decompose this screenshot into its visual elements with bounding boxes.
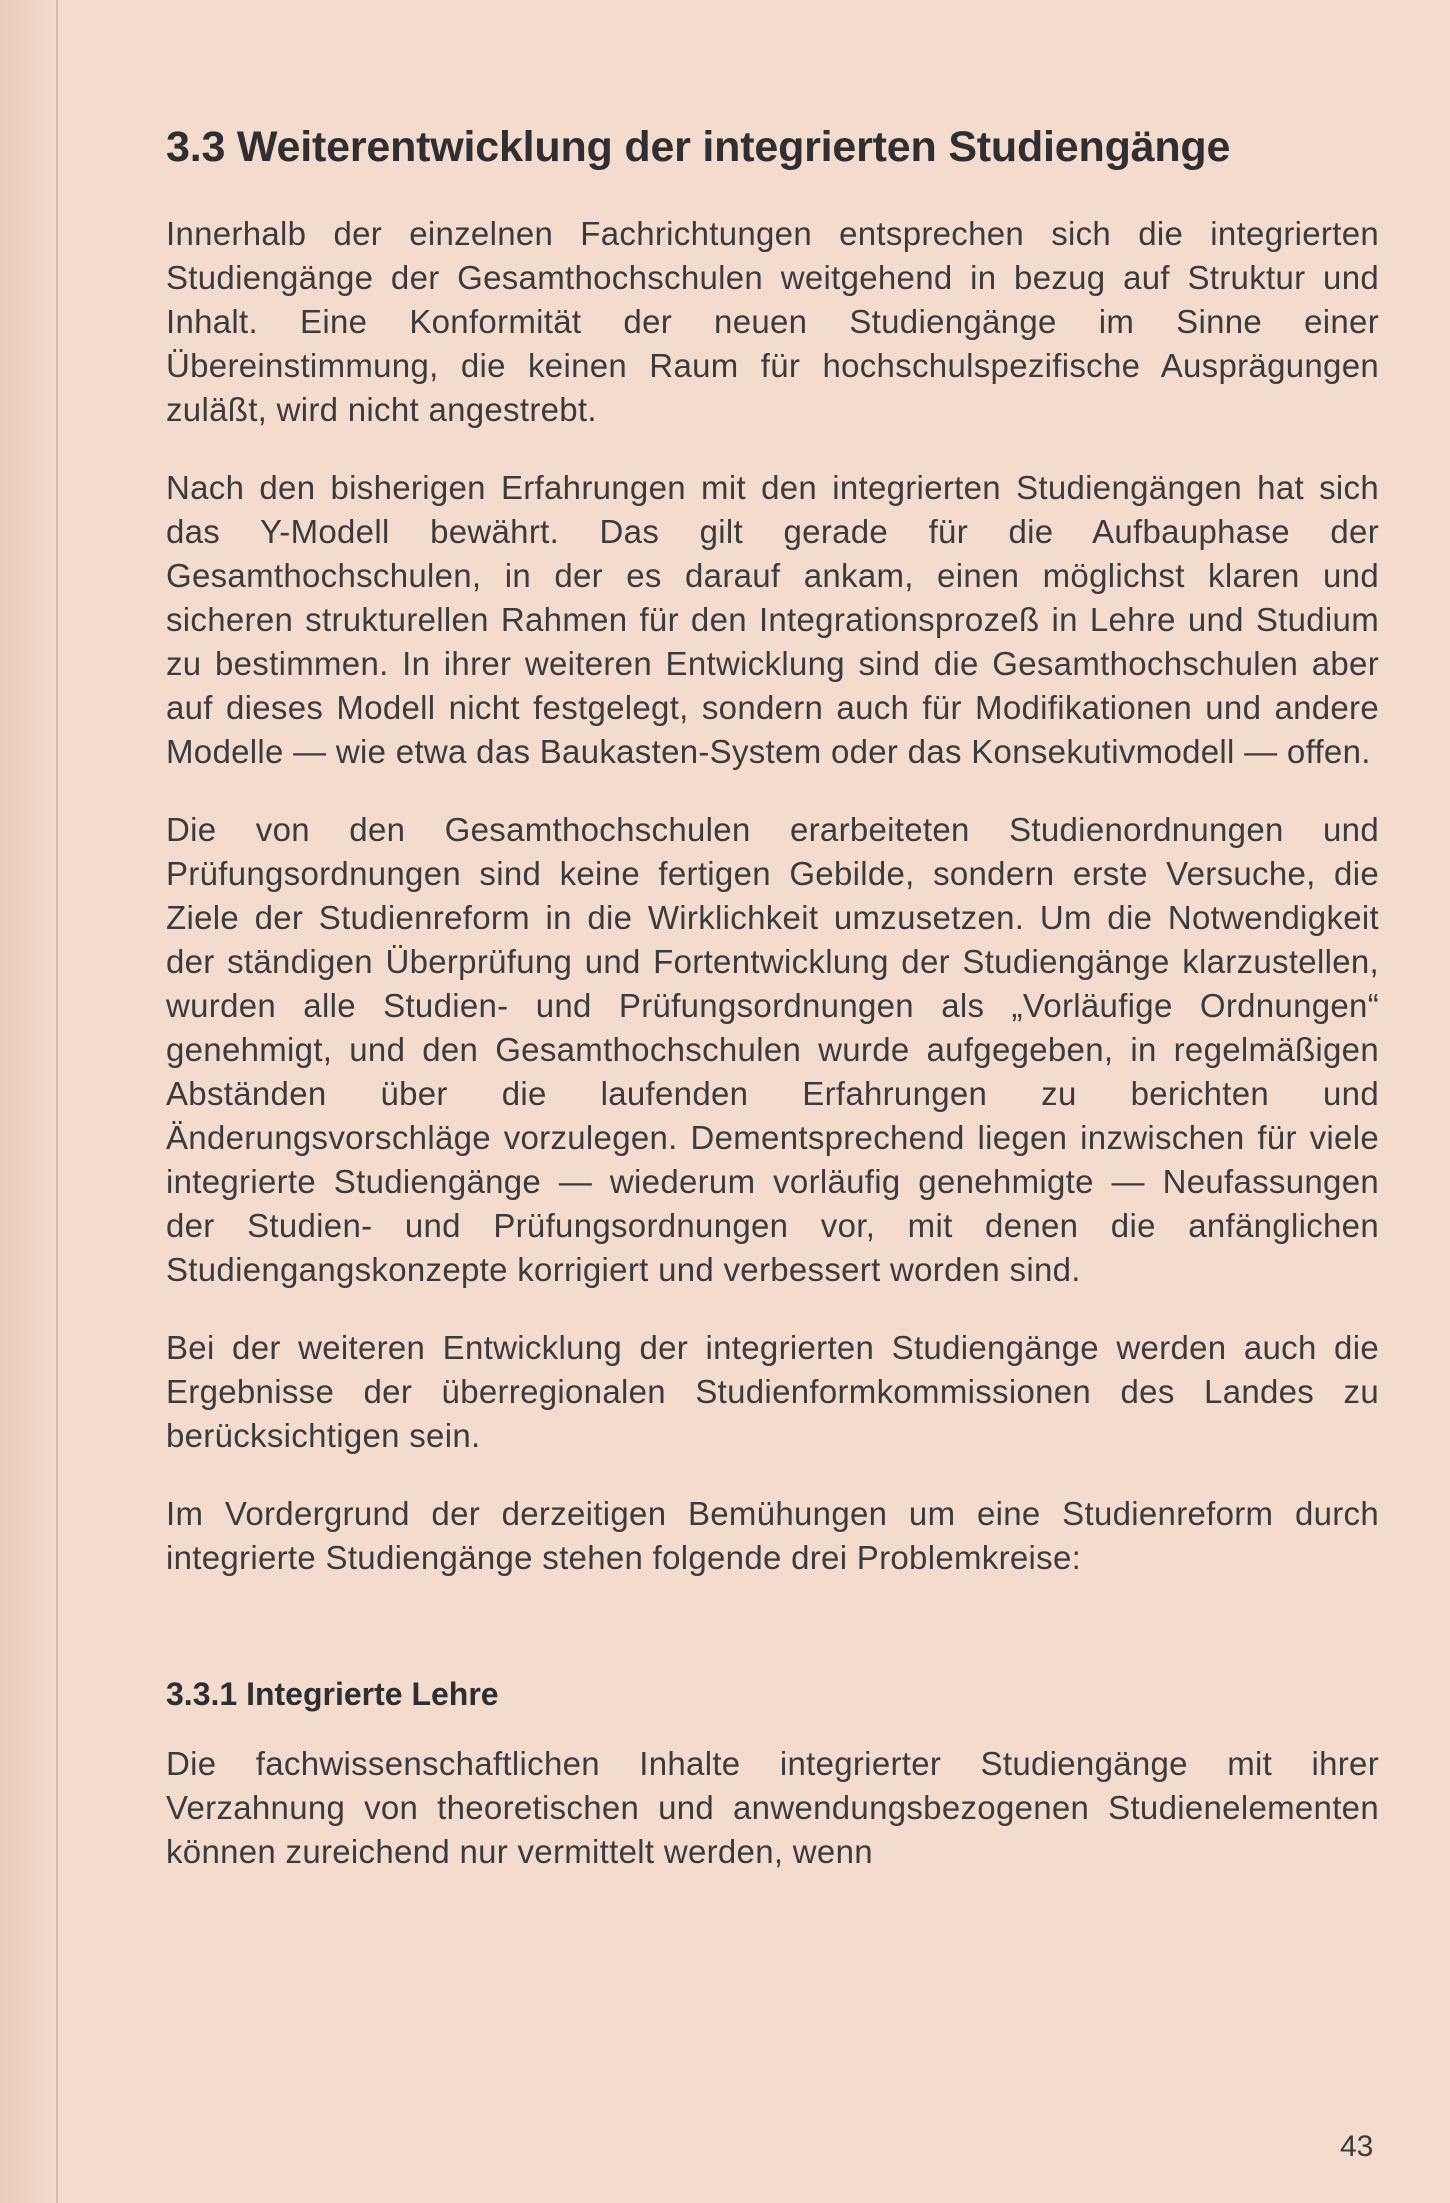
paragraph-konformitaet: Innerhalb der einzelnen Fachrichtungen entsprechen sich die integrierten Studiengänge der Gesamthochschulen weitgehend in bezug auf Struktur und Inhalt. Eine Konformität der neuen Studiengänge im Sinne einer Übereinstimmung, die keinen Raum für hochschulspezifische Ausprägungen zuläßt, wird nicht angestrebt. bbox=[166, 215, 1379, 428]
page-gutter-shade bbox=[0, 0, 56, 2203]
paragraph-integrierte-lehre: Die fachwissenschaftlichen Inhalte integrierter Studiengänge mit ihrer Verzahnung von theoretischen und anwendungsbezogenen Studienelementen können zureichend nur vermittelt werden, wenn bbox=[166, 1745, 1379, 1870]
section-title: 3.3 Weiterentwicklung der integrierten Studiengänge bbox=[166, 123, 1231, 171]
paragraph-y-modell: Nach den bisherigen Erfahrungen mit den integrierten Studiengängen hat sich das Y-Modell bewährt. Das gilt gerade für die Aufbauphase der Gesamthochschulen, in der es darauf ankam, einen möglichst klaren und sicheren strukturellen Rahmen für den Integrationsprozeß in Lehre und Studium zu bestimmen. In ihrer weiteren Entwicklung sind die Gesamthochschulen aber auf dieses Modell nicht festgelegt, sondern auch für Modifikationen und andere Modelle — wie etwa das Baukasten-System oder das Konsekutivmodell — offen. bbox=[166, 469, 1379, 770]
page-number: 43 bbox=[1340, 2130, 1374, 2163]
paragraph-ordnungen: Die von den Gesamthochschulen erarbeiteten Studienordnungen und Prüfungsordnungen sind keine fertigen Gebilde, sondern erste Versuche, die Ziele der Studienreform in die Wirklichkeit umzusetzen. Um die Notwendigkeit der ständigen Überprüfung und Fortentwicklung der Studiengänge klarzustellen, wurden alle Studien- und Prüfungsordnungen als „Vorläufige Ordnungen“ genehmigt, und den Gesamthochschulen wurde aufgegeben, in regelmäßigen Abständen über die laufenden Erfahrungen zu berichten und Änderungsvorschläge vorzulegen. Dementsprechend liegen inzwischen für viele integrierte Studiengänge — wiederum vorläufig genehmigte — Neufassungen der Studien- und Prüfungsordnungen vor, mit denen die anfänglichen Studiengangskonzepte korrigiert und verbessert worden sind. bbox=[166, 811, 1379, 1288]
paragraph-problemkreise: Im Vordergrund der derzeitigen Bemühungen um eine Studienreform durch integrierte Studiengänge stehen folgende drei Problemkreise: bbox=[166, 1495, 1379, 1576]
document-page bbox=[166, 118, 1379, 1908]
page-gutter-line bbox=[56, 0, 58, 2203]
paragraph-studienformkommissionen: Bei der weiteren Entwicklung der integrierten Studiengänge werden auch die Ergebnisse der überregionalen Studienformkommissionen des Landes zu berücksichtigen sein. bbox=[166, 1329, 1379, 1454]
subsection-title: 3.3.1 Integrierte Lehre bbox=[166, 1676, 499, 1712]
